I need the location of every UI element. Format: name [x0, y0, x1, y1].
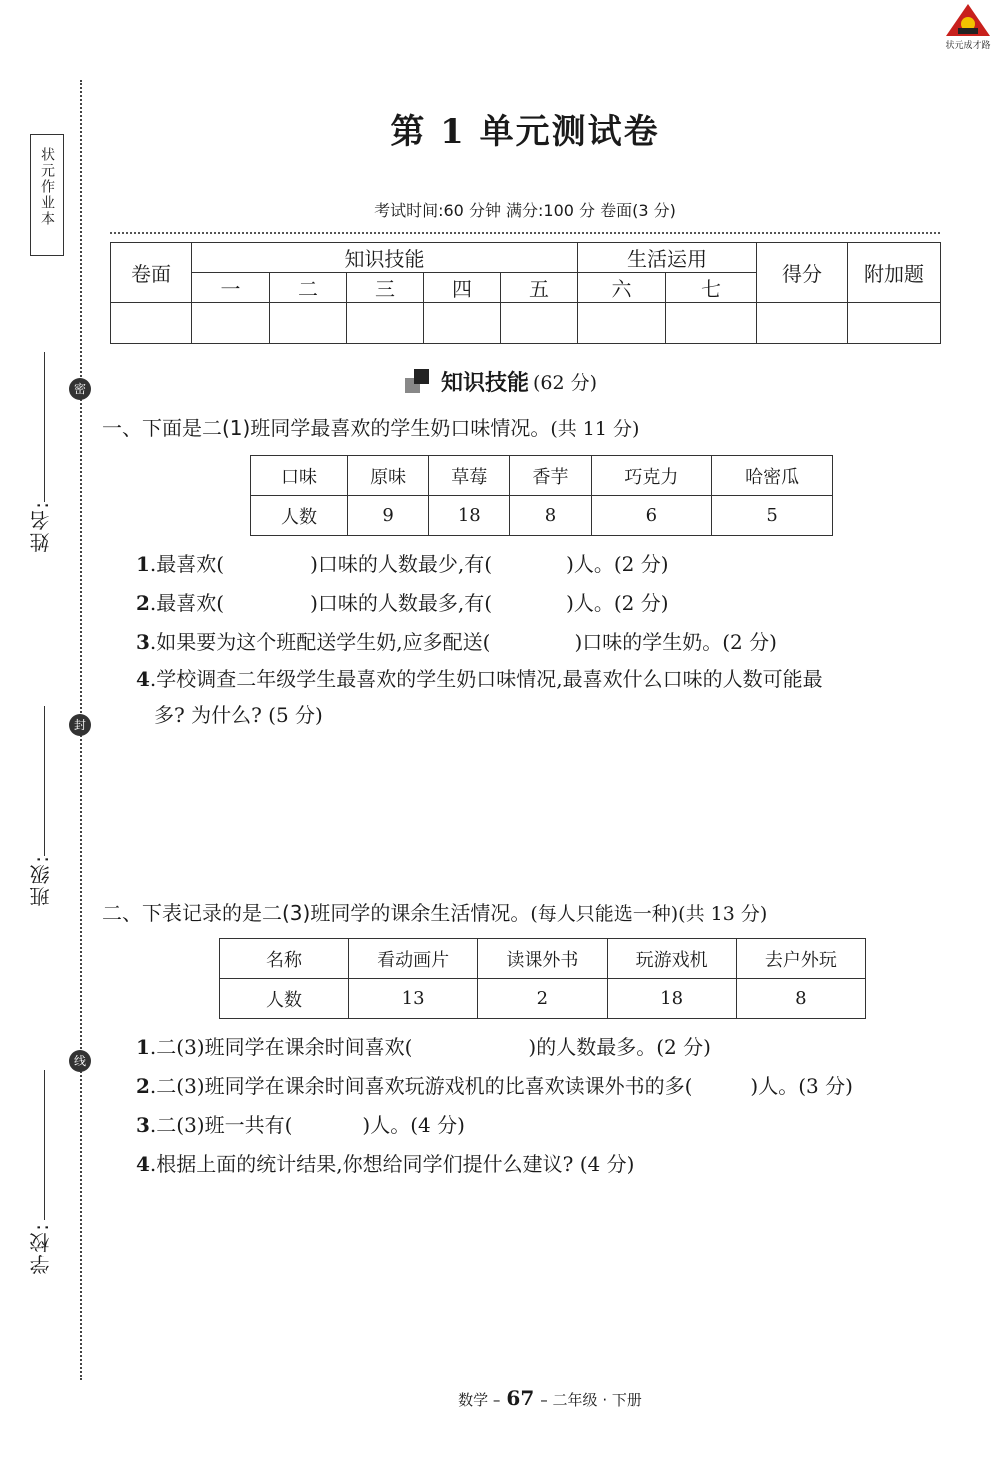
logo-text: 状元成才路 [945, 41, 991, 51]
item-number: 1 [136, 1035, 150, 1059]
score-cell[interactable] [347, 303, 424, 344]
name-label: 姓名: [29, 500, 53, 553]
q1-answer-area[interactable] [136, 742, 936, 872]
score-col-4: 四 [424, 273, 501, 303]
q1-heading [102, 412, 639, 441]
footer-dash: – [540, 1391, 548, 1409]
score-cell[interactable] [270, 303, 347, 344]
score-cell[interactable] [666, 303, 757, 344]
exam-meta: 考试时间:60 分钟 满分:100 分 卷面(3 分) [374, 201, 676, 220]
item-number: 2 [136, 591, 150, 615]
score-cell[interactable] [424, 303, 501, 344]
score-cell[interactable] [501, 303, 578, 344]
item-text: .二(3)班同学在课余时间喜欢( [149, 1035, 413, 1059]
score-cell[interactable] [757, 303, 848, 344]
brand-label: 状元作业本 [39, 147, 55, 227]
q2-table-header: 名称 [220, 939, 349, 979]
q2-item-2 [136, 1068, 853, 1104]
q1-item-4 [136, 661, 956, 733]
item-text: )人。(4 分) [362, 1113, 465, 1137]
score-head-juanmian: 卷面 [111, 243, 192, 303]
item-text: .如果要为这个班配送学生奶,应多配送( [149, 630, 491, 654]
q1-table-header: 原味 [348, 456, 429, 496]
q2-item-3 [136, 1107, 465, 1143]
item-text: .二(3)班一共有( [149, 1113, 293, 1137]
footer-dash: – [492, 1391, 501, 1409]
score-cell[interactable] [192, 303, 270, 344]
score-cell[interactable] [848, 303, 941, 344]
score-table [110, 242, 941, 344]
item-text: )的人数最多。(2 分) [528, 1035, 711, 1059]
score-head-group2: 生活运用 [578, 243, 757, 273]
page-footer [0, 1386, 1000, 1410]
footer-grade: 二年级 · 下册 [552, 1391, 642, 1409]
item-text: .最喜欢( [149, 552, 225, 576]
item-text: )人。(2 分) [566, 591, 669, 615]
q1-table-value: 5 [712, 496, 833, 536]
q1-table-row-label: 人数 [251, 496, 348, 536]
item-text: .最喜欢( [149, 591, 225, 615]
q1-table-header: 草莓 [429, 456, 510, 496]
score-head-fujia: 附加题 [848, 243, 941, 303]
item-number: 3 [136, 630, 150, 654]
q2-table-header: 去户外玩 [736, 939, 865, 979]
q1-item-2 [136, 585, 669, 621]
score-col-5: 五 [501, 273, 578, 303]
score-cell[interactable] [111, 303, 192, 344]
q1-item-1 [136, 546, 669, 582]
q2-item-4 [136, 1146, 634, 1182]
seal-xian: 线 [69, 1050, 91, 1072]
item-text: )人。(2 分) [566, 552, 669, 576]
page-number: 67 [506, 1386, 535, 1410]
q2-points: (每人只能选一种)(共 13 分) [530, 903, 768, 925]
item-text: .学校调查二年级学生最喜欢的学生奶口味情况,最喜欢什么口味的人数可能最 [149, 667, 823, 691]
q2-table-value: 8 [736, 979, 865, 1019]
item-text: .根据上面的统计结果,你想给同学们提什么建议? (4 分) [149, 1152, 635, 1176]
q2-item-1 [136, 1029, 711, 1065]
score-head-group1: 知识技能 [192, 243, 578, 273]
q2-table-header: 玩游戏机 [607, 939, 736, 979]
score-col-1: 一 [192, 273, 270, 303]
q1-table-header: 香芋 [510, 456, 591, 496]
q2-table-value: 2 [478, 979, 607, 1019]
footer-subject: 数学 [458, 1391, 489, 1409]
q1-table-value: 18 [429, 496, 510, 536]
q2-heading-text: 二、下表记录的是二(3)班同学的课余生活情况。 [102, 901, 531, 925]
q2-data-table [219, 938, 866, 1019]
header-divider [110, 232, 940, 234]
q1-data-table [250, 455, 833, 536]
school-field-line[interactable] [44, 1070, 45, 1220]
score-col-2: 二 [270, 273, 347, 303]
score-head-defen: 得分 [757, 243, 848, 303]
q2-table-value: 18 [607, 979, 736, 1019]
q1-points: (共 11 分) [550, 418, 640, 440]
item-text: 多? 为什么? (5 分) [154, 703, 323, 727]
q1-table-value: 6 [591, 496, 712, 536]
item-number: 4 [136, 1152, 150, 1176]
q1-heading-text: 一、下面是二(1)班同学最喜欢的学生奶口味情况。 [102, 416, 551, 440]
q2-table-value: 13 [349, 979, 478, 1019]
page-title: 第 1 单元测试卷 [390, 112, 660, 152]
q1-table-header: 巧克力 [591, 456, 712, 496]
section-squares-icon [405, 369, 431, 395]
score-col-7: 七 [666, 273, 757, 303]
q2-heading [102, 897, 767, 926]
q1-table-header: 哈密瓜 [712, 456, 833, 496]
item-text: )口味的人数最多,有( [310, 591, 493, 615]
item-number: 1 [136, 552, 150, 576]
class-label: 班级: [29, 854, 53, 907]
section-points: (62 分) [533, 372, 598, 394]
name-field-line[interactable] [44, 352, 45, 502]
item-text: )口味的人数最少,有( [310, 552, 493, 576]
q1-table-header: 口味 [251, 456, 348, 496]
q1-table-value: 9 [348, 496, 429, 536]
score-col-3: 三 [347, 273, 424, 303]
seal-mi: 密 [69, 378, 91, 400]
seal-feng: 封 [69, 714, 91, 736]
school-label: 学校: [29, 1222, 53, 1275]
publisher-logo [940, 2, 996, 50]
score-cell[interactable] [578, 303, 666, 344]
section-heading [405, 366, 597, 397]
item-number: 3 [136, 1113, 150, 1137]
q1-item-3 [136, 624, 777, 660]
item-text: )人。(3 分) [750, 1074, 853, 1098]
q1-table-value: 8 [510, 496, 591, 536]
q2-table-header: 看动画片 [349, 939, 478, 979]
score-col-6: 六 [578, 273, 666, 303]
item-text: )口味的学生奶。(2 分) [574, 630, 777, 654]
section-title: 知识技能 [441, 371, 530, 396]
class-field-line[interactable] [44, 706, 45, 856]
item-number: 4 [136, 667, 150, 691]
item-number: 2 [136, 1074, 150, 1098]
q2-table-header: 读课外书 [478, 939, 607, 979]
item-text: .二(3)班同学在课余时间喜欢玩游戏机的比喜欢读课外书的多( [149, 1074, 693, 1098]
q2-table-row-label: 人数 [220, 979, 349, 1019]
q2-answer-area[interactable] [136, 1190, 936, 1360]
